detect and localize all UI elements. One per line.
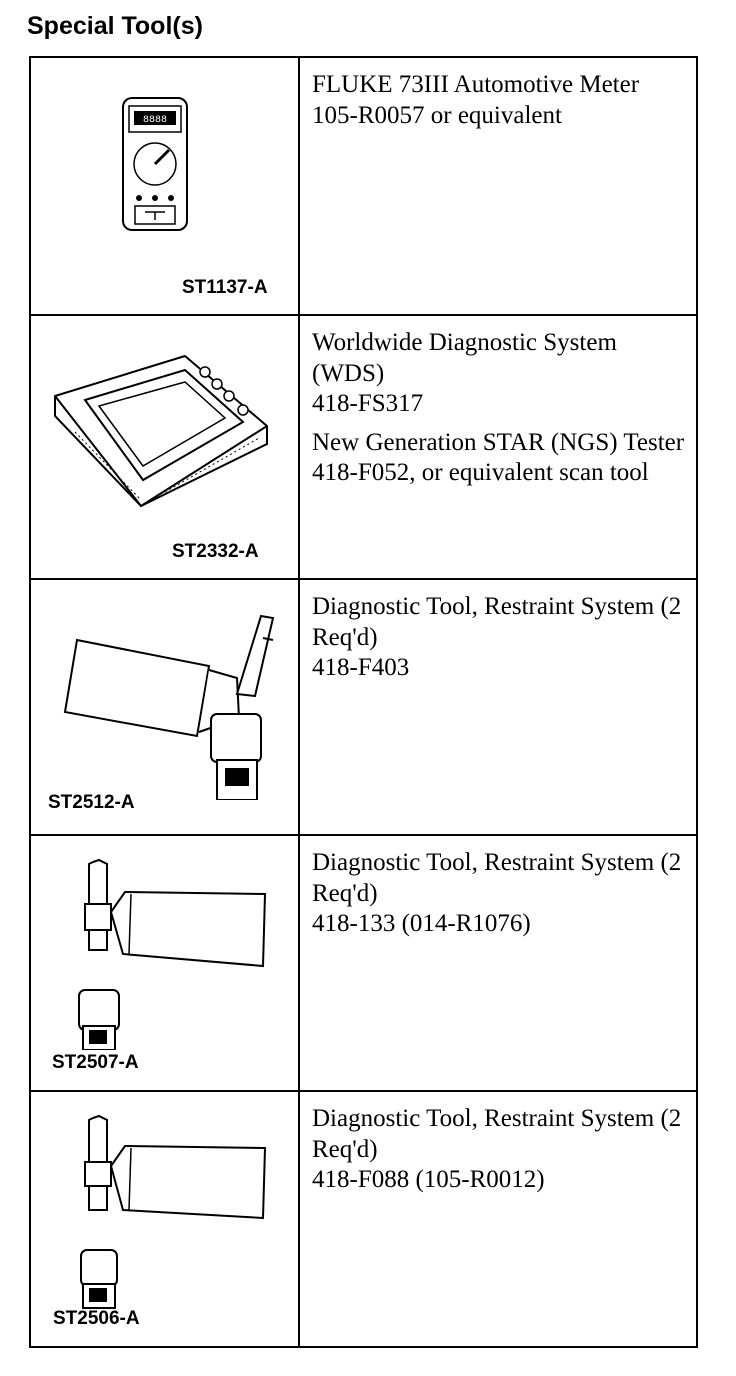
illustration-cell — [30, 835, 299, 1091]
description-text: Diagnostic Tool, Restraint System (2 Req'd) — [312, 1105, 682, 1163]
restraint-tool-illustration — [75, 1110, 271, 1310]
svg-text:8888: 8888 — [142, 115, 168, 126]
description-text: Worldwide Diagnostic System (WDS) — [312, 329, 617, 387]
illustration-cell — [30, 315, 299, 579]
description-text: 105-R0057 or equivalent — [312, 101, 562, 129]
table-row — [30, 57, 697, 315]
description-text: New Generation STAR (NGS) Tester — [312, 428, 685, 456]
description-text: 418-F088 (105-R0012) — [312, 1166, 545, 1193]
description-cell — [299, 315, 697, 579]
restraint-tool-illustration — [75, 854, 271, 1050]
page-title: Special Tool(s) — [27, 12, 203, 40]
table-row — [30, 315, 697, 579]
figure-code: ST2332-A — [172, 541, 259, 562]
table-row — [30, 1091, 697, 1347]
description-text: 418-F403 — [312, 654, 410, 681]
figure-code: ST1137-A — [182, 277, 268, 298]
illustration-cell — [30, 1091, 299, 1347]
restraint-tool-illustration — [49, 610, 279, 800]
description-text: 418-FS317 — [312, 390, 424, 417]
illustration-cell — [30, 57, 299, 315]
table-row — [30, 579, 697, 835]
figure-code: ST2512-A — [48, 792, 135, 813]
description-cell — [299, 835, 697, 1091]
multimeter-illustration — [119, 96, 191, 232]
description-text: Diagnostic Tool, Restraint System (2 Req'd) — [312, 849, 682, 907]
illustration-cell — [30, 579, 299, 835]
figure-code: ST2506-A — [53, 1308, 140, 1329]
description-cell — [299, 1091, 697, 1347]
description-cell — [299, 579, 697, 835]
description-text: 418-F052, or equivalent scan tool — [312, 459, 649, 486]
figure-code: ST2507-A — [52, 1052, 139, 1073]
diagnostic-tablet-illustration — [45, 352, 277, 510]
table-row — [30, 835, 697, 1091]
description-cell — [299, 57, 697, 315]
description-text: FLUKE 73III Automotive Meter — [312, 71, 640, 98]
description-text: Diagnostic Tool, Restraint System (2 Req'd) — [312, 593, 682, 651]
special-tools-table — [29, 56, 698, 1348]
description-text: 418-133 (014-R1076) — [312, 910, 531, 937]
